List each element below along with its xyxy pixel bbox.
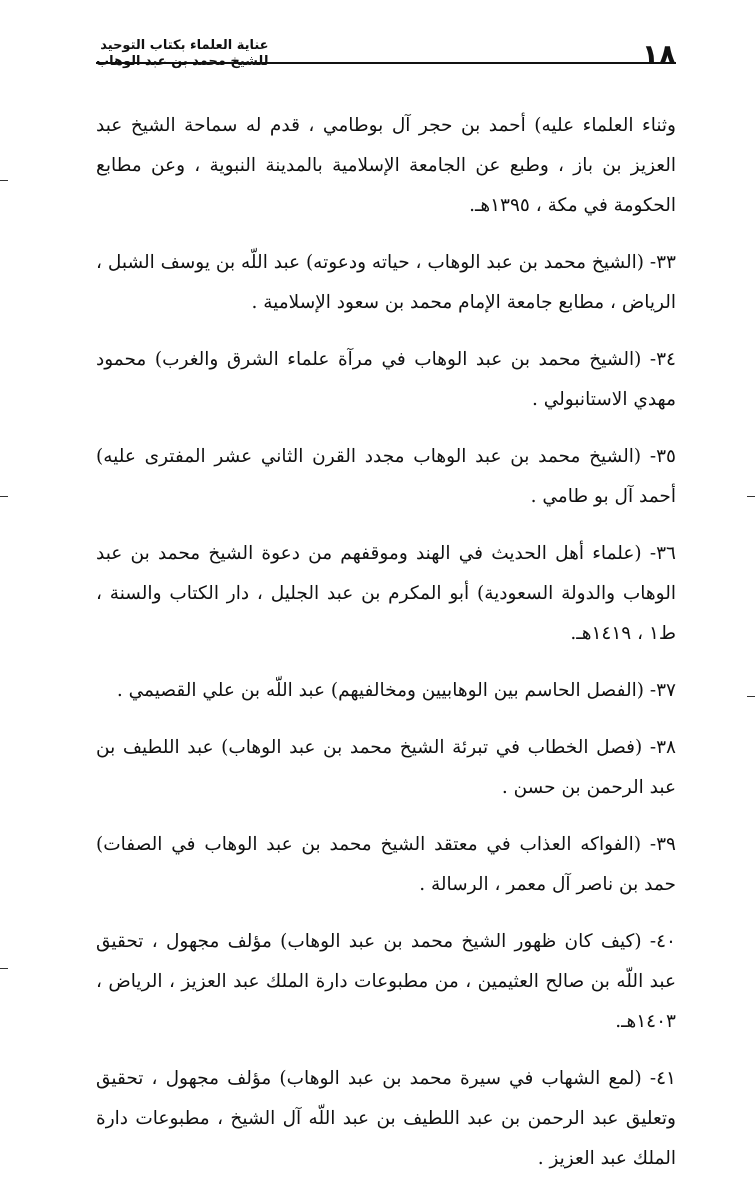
entry-number: ٣٦- [649,543,676,564]
entry-text: (الشيخ محمد بن عبد الوهاب مجدد القرن الثاني عشر المفترى عليه) أحمد آل بو طامي . [96,446,676,507]
entry-number: ٣٧- [649,680,676,701]
page-number: ١٨ [641,38,676,71]
entry-number: ٣٨- [649,737,676,758]
bibliography-entry-38 [96,728,676,808]
entry-number: ٣٥- [649,446,676,467]
running-head-title: عناية العلماء بكتاب التوحيد [100,38,269,53]
scan-margin-mark [0,180,8,181]
entry-text: (الفواكه العذاب في معتقد الشيخ محمد بن عبد الوهاب في الصفات) حمد بن ناصر آل معمر ، الرسالة . [96,834,676,895]
scan-margin-mark [0,968,8,969]
entry-text: (الفصل الحاسم بين الوهابيين ومخالفيهم) عبد اللّه بن علي القصيمي . [116,680,644,701]
bibliography-entry-33 [96,243,676,323]
entry-number: ٤١- [649,1068,676,1089]
running-head-subtitle: للشيخ محمد بن عبد الوهاب [96,54,269,69]
header-rule [96,62,676,64]
bibliography-entry-41 [96,1059,676,1179]
bibliography-list [96,106,676,1196]
bibliography-entry-35 [96,437,676,517]
scan-margin-mark [0,496,8,497]
scan-margin-mark [747,696,755,697]
entry-number: ٣٩- [649,834,676,855]
entry-text: (علماء أهل الحديث في الهند وموقفهم من دعوة الشيخ محمد بن عبد الوهاب والدولة السعودية) أبو المكرم بن عبد الجليل ، دار الكتاب والسنة ، ط١ ، ١٤١٩هـ. [96,543,676,644]
entry-number: ٤٠- [649,931,676,952]
bibliography-entry-37 [96,671,676,711]
entry-text: (الشيخ محمد بن عبد الوهاب ، حياته ودعوته) عبد اللّه بن يوسف الشبل ، الرياض ، مطابع جامعة الإمام محمد بن سعود الإسلامية . [96,252,676,313]
page-header [96,38,676,86]
entry-text: وثناء العلماء عليه) أحمد بن حجر آل بوطامي ، قدم له سماحة الشيخ عبد العزيز بن باز ، وطبع عن الجامعة الإسلامية بالمدينة النبوية ، وعن مطابع الحكومة في مكة ، ١٣٩٥هـ. [96,115,676,216]
entry-text: (كيف كان ظهور الشيخ محمد بن عبد الوهاب) مؤلف مجهول ، تحقيق عبد اللّه بن صالح العثيمين ، من مطبوعات دارة الملك عبد العزيز ، الرياض ، ١٤٠٣هـ. [96,931,676,1032]
bibliography-entry-40 [96,922,676,1042]
bibliography-entry-39 [96,825,676,905]
entry-number: ٣٣- [649,252,676,273]
bibliography-entry-continued [96,106,676,226]
entry-text: (الشيخ محمد بن عبد الوهاب في مرآة علماء الشرق والغرب) محمود مهدي الاستانبولي . [96,349,676,410]
running-head [96,38,269,70]
bibliography-entry-34 [96,340,676,420]
bibliography-entry-36 [96,534,676,654]
entry-text: (فصل الخطاب في تبرئة الشيخ محمد بن عبد الوهاب) عبد اللطيف بن عبد الرحمن بن حسن . [96,737,676,798]
entry-number: ٣٤- [649,349,676,370]
entry-text: (لمع الشهاب في سيرة محمد بن عبد الوهاب) مؤلف مجهول ، تحقيق وتعليق عبد الرحمن بن عبد اللطيف بن عبد اللّه آل الشيخ ، مطبوعات دارة الملك عبد العزيز . [96,1068,676,1169]
scan-margin-mark [747,496,755,497]
